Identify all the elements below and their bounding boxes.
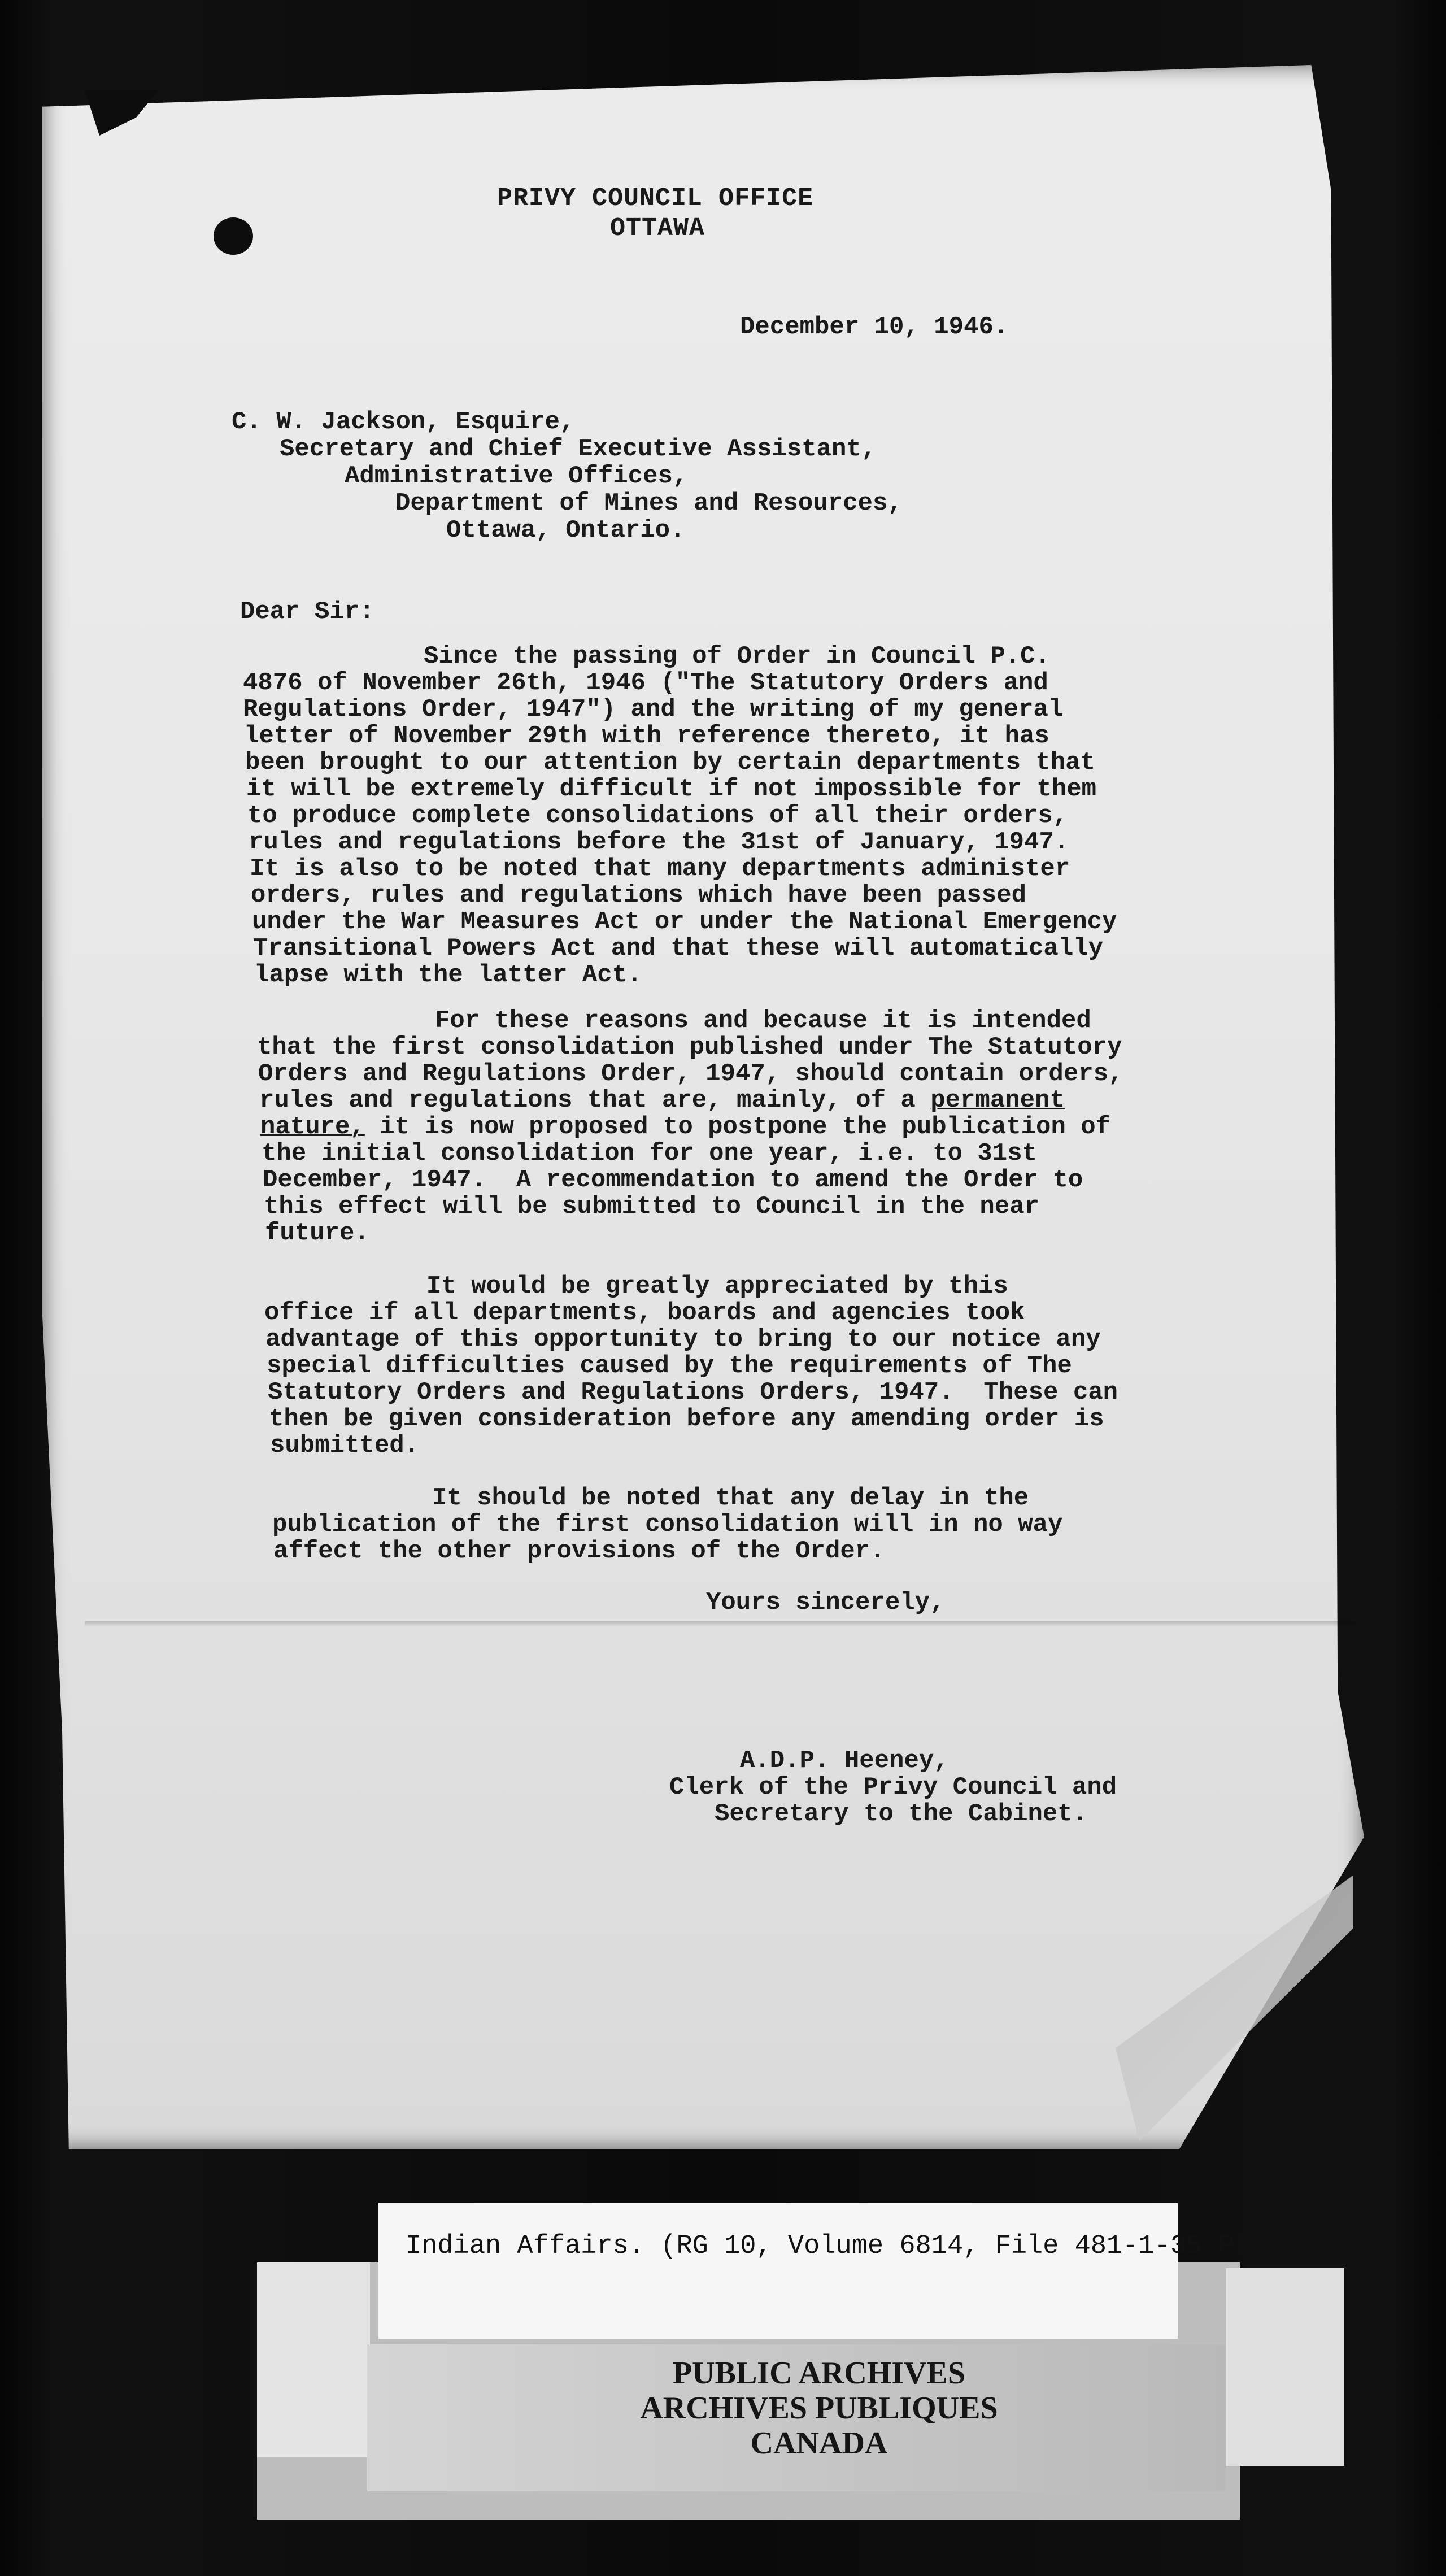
para1-line: lapse with the latter Act. (254, 961, 642, 989)
para2-line5-text: it is now proposed to postpone the publication of (364, 1113, 1111, 1141)
para1-line: it will be extremely difficult if not impossible for them (246, 775, 1097, 803)
letterhead-line-2: OTTAWA (610, 214, 705, 243)
para3-line: advantage of this opportunity to bring to our notice any (265, 1325, 1101, 1354)
stamp-line: ARCHIVES PUBLIQUES (640, 2391, 998, 2426)
para2-line: Orders and Regulations Order, 1947, should contain orders, (258, 1060, 1123, 1088)
para2-line4-text: rules and regulations that are, mainly, of a (259, 1086, 931, 1115)
addressee-line: Secretary and Chief Executive Assistant, (280, 435, 877, 463)
signature-title: Clerk of the Privy Council and (669, 1773, 1117, 1802)
archive-reference-label: Indian Affairs. (RG 10, Volume 6814, File 481-1-35 Pt.3) (406, 2231, 1298, 2261)
closing: Yours sincerely, (706, 1589, 945, 1617)
para1-line: been brought to our attention by certain departments that (245, 749, 1096, 777)
underlined-word: permanent (930, 1086, 1065, 1115)
signature-title: Secretary to the Cabinet. (715, 1800, 1088, 1828)
para1-line: Regulations Order, 1947") and the writing of my general (243, 695, 1064, 724)
strip-tab-left (257, 2262, 370, 2457)
stamp-line: PUBLIC ARCHIVES (672, 2356, 966, 2391)
stamp-line: CANADA (750, 2426, 888, 2461)
archive-label-card (378, 2203, 1178, 2339)
addressee-line: Department of Mines and Resources, (395, 489, 903, 517)
para1-line: under the War Measures Act or under the National Emergency (252, 908, 1117, 936)
para2-line: For these reasons and because it is intended (435, 1007, 1091, 1035)
para1-line: to produce complete consolidations of all their orders, (247, 802, 1068, 830)
para1-line: It is also to be noted that many departments administer (250, 855, 1070, 883)
para2-line (260, 1112, 1110, 1142)
para4-line: publication of the first consolidation will in no way (272, 1511, 1063, 1539)
addressee-line: Administrative Offices, (345, 462, 688, 490)
para1-line: letter of November 29th with reference thereto, it has (244, 722, 1049, 750)
signature-name: A.D.P. Heeney, (740, 1747, 949, 1775)
para3-line: It would be greatly appreciated by this (426, 1272, 1008, 1300)
letterhead-line-1: PRIVY COUNCIL OFFICE (497, 184, 814, 213)
para1-line: orders, rules and regulations which have been passed (251, 881, 1027, 910)
para4-line: affect the other provisions of the Order. (273, 1537, 885, 1565)
para2-line: the initial consolidation for one year, i.e. to 31st (262, 1139, 1038, 1168)
para3-line: office if all departments, boards and agencies took (264, 1299, 1025, 1327)
salutation: Dear Sir: (240, 598, 374, 626)
para2-line: this effect will be submitted to Council in the near (264, 1193, 1040, 1221)
para2-line: that the first consolidation published under The Statutory (257, 1033, 1122, 1061)
strip-tab-right (1226, 2268, 1344, 2466)
para3-line: Statutory Orders and Regulations Orders, 1947. These can (268, 1378, 1118, 1407)
letter-date: December 10, 1946. (740, 313, 1009, 341)
para2-line (259, 1085, 1065, 1116)
para1-line: Since the passing of Order in Council P.C. (424, 642, 1050, 671)
para1-line: rules and regulations before the 31st of January, 1947. (249, 828, 1069, 856)
addressee-line: C. W. Jackson, Esquire, (232, 408, 575, 436)
para1-line: Transitional Powers Act and that these will automatically (253, 934, 1104, 963)
para3-line: special difficulties caused by the requirements of The (267, 1352, 1072, 1380)
para3-line: then be given consideration before any amending order is (269, 1405, 1104, 1433)
archive-stamp (508, 2356, 1130, 2461)
underlined-word: nature, (260, 1113, 365, 1141)
para1-line: 4876 of November 26th, 1946 ("The Statutory Orders and (243, 669, 1048, 697)
para4-line: It should be noted that any delay in the (432, 1484, 1029, 1512)
addressee-line: Ottawa, Ontario. (446, 516, 685, 545)
para2-line: future. (265, 1219, 369, 1247)
para2-line: December, 1947. A recommendation to amend the Order to (263, 1166, 1083, 1194)
para3-line: submitted. (270, 1431, 420, 1460)
